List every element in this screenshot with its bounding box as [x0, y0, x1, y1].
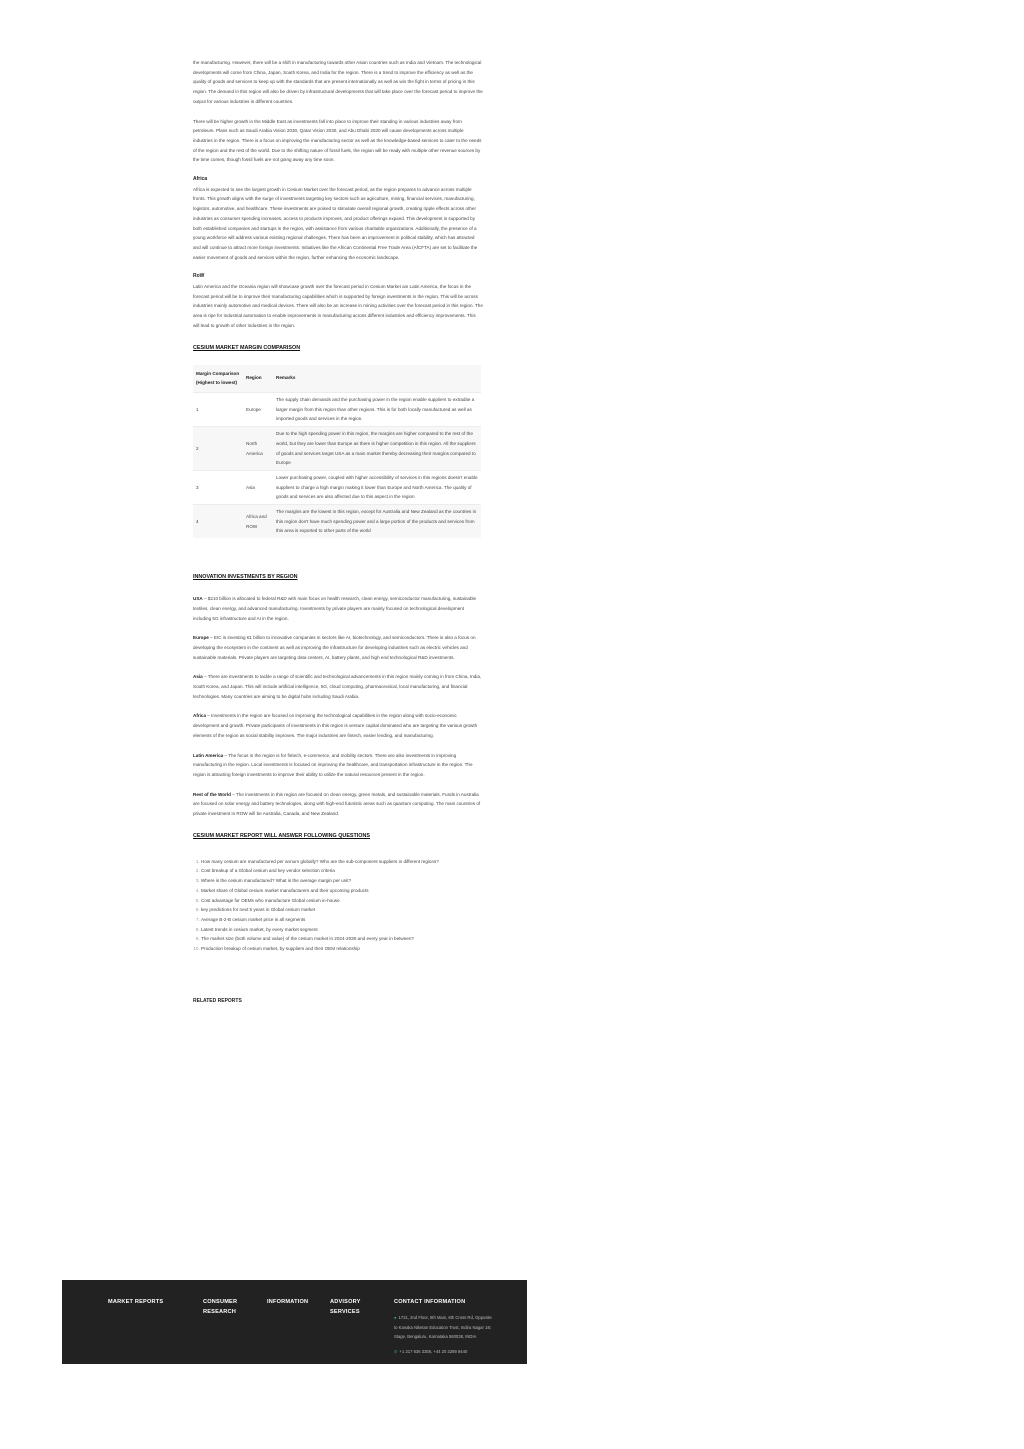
table-cell-remarks: Lower purchasing power, coupled with higher accessibility of services in this regions doesn't enable suppliers to charge a high margin making it lower than Europe and North America. The quality of goods and services are also affected due to this aspect in the region — [273, 470, 481, 504]
intro-paragraph-2: There will be higher growth in the Middle East as investments fall into place to improve their standing in various industries away from petroleum. Plans such as Saudi Arabia Vision 2030, Qatar Vision 2030, and Abu Dhabi 2030 will cause developments across multiple industries in the region. There is a focus on improving the manufacturing sector as well as the knowledge-based services to cater to the needs of the region and the rest of the world. Due to the shifting nature of fossil fuels, the region will be ready with multiple other revenue sources by the time comes, though fossil fuels are not going away any time soon. — [193, 118, 482, 163]
table-cell-rank: 1 — [193, 392, 243, 426]
address-text: 1721, 2nd Floor, 5th Main, 6th Cross Rd, Opposite to Kanaka Niketan Education Trust, Indira Nagar 1st Stage, Bengaluru, Karnataka 560038, INDIA — [394, 1315, 492, 1340]
article-content — [193, 58, 483, 1004]
innovation-text: – Investments in the region are focused on improving the technological capabilities in the region along with socio-economic development and growth. Private participants of investments in this region is venture capital dominated who are targeting the various growth elements of the region as social stability improves. The major industries are fintech, easier lending, and manufacturing. — [193, 713, 478, 738]
innovation-label: USA — [193, 596, 203, 602]
innovation-label: Rest of the World — [193, 791, 231, 797]
list-item: 1. How many cesium are manufactured per annum globally? Who are the sub-component suppliers in different regions? — [201, 857, 483, 867]
innovation-label: Latin America — [193, 752, 224, 758]
innovation-text: – $210 billion is allocated to federal R&D with main focus on health research, clean energy, semiconductor manufacturing, sustainable textiles, clean energy, and advanced manufacturing. Investments by private players are mainly focused on technological development including 5G infrastructure and AI in the region. — [193, 596, 477, 621]
innovation-label: Europe — [193, 635, 209, 641]
footer-information[interactable]: INFORMATION — [267, 1299, 309, 1305]
intro-paragraph-1: the manufacturing. However, there will be a shift in manufacturing towards other Asian countries such as India and Vietnam. The technological developments will come from China, Japan, South Korea, and India for the region. There is a trend to improve the efficiency as well as the quality of goods and services to keep up with the standards that are present internationally as well as win the fight in terms of pricing in this region. The demand in this region will also be driven by infrastructural developments that will take place over the forecast period to improve the output for various industries in different countries. — [193, 60, 483, 104]
contact-address — [394, 1313, 494, 1342]
footer-advisory-services[interactable]: ADVISORY SERVICES — [330, 1299, 361, 1315]
innovation-text: – There are investments to tackle a range of scientific and technological advancements in this region mainly coming in from China, India, South Korea, and Japan. This will include artificial intelligence, 5G, cloud computing, pharmaceutical, local manufacturing, and financial technologies. Many countries are aiming to be digital hubs including Saudi Arabia. — [193, 674, 482, 699]
row-heading: RoW — [193, 273, 205, 280]
table-header-row — [193, 365, 481, 393]
africa-paragraph: Africa is expected to see the largest growth in Cesium Market over the forecast period, as the region prepares to advance across multiple fronts. This growth aligns with the surge of investments targeting key sectors such as agriculture, mining, financial services, manufacturing, logistics, automotive, and healthcare. These investments are poised to stimulate overall regional growth, creating ripple effects across other industries as consumer spending increases, access to products improves, and product offerings expand. This development is supported by both established companies and startups in the region, with assistance from various charitable organizations. Additionally, the presence of a young workforce will address various existing regional challenges. There has been an improvement in political stability, which has attracted and will continue to attract more foreign investments. Initiatives like the African Continental Free Trade Area (AfCFTA) are set to facilitate the easier movement of goods and services within the region, further enhancing the economic landscape. — [193, 186, 478, 260]
phone-text[interactable]: +1 217 636 3356, +44 20 3289 9440 — [399, 1349, 468, 1355]
list-item: 10. Production breakup of cesium market, by suppliers and their OEM relationship — [201, 944, 483, 954]
innovation-asia — [193, 672, 483, 701]
table-cell-region: Asia — [243, 470, 273, 504]
list-item: 3. Where is the cesium manufactured? What is the average margin per unit? — [201, 876, 483, 886]
margin-comparison-table — [193, 365, 481, 539]
innovation-text: – The investments in this region are focused on clean energy, green metals, and sustainable materials. Funds in Australia are focused on solar energy and battery technologies, along with high-end futuristic areas such as quantum computing. The main countries of private investment in ROW will be Australia, Canada, and New Zealand. — [193, 791, 481, 817]
list-item: 6. key predictions for next 5 years in Global cesium market — [201, 905, 483, 915]
table-cell-region: Africa and ROW — [243, 505, 273, 539]
innovation-rest-of-world — [193, 790, 483, 819]
footer-consumer-research[interactable]: CONSUMER RESEARCH — [203, 1299, 238, 1315]
table-row — [193, 505, 481, 539]
list-item: 2. Cost breakup of a Global cesium and key vendor selection criteria — [201, 866, 483, 876]
footer-contact-information: CONTACT INFORMATION — [394, 1299, 466, 1305]
questions-list — [193, 857, 483, 954]
africa-heading: Africa — [193, 176, 208, 183]
table-cell-region: Europe — [243, 392, 273, 426]
innovation-investments-title: INNOVATION INVESTMENTS BY REGION — [193, 574, 298, 581]
table-cell-region: North America — [243, 427, 273, 471]
innovation-text: – The focus in the region is for fintech, e-commerce, and mobility sectors. There are also investments in improving manufacturing in the region. Local investments is focused on improving the healthcare, and transportation infrastructure in the region. The region is attracting foreign investments to improve their ability to utilize the natural resources present in the region. — [193, 752, 473, 777]
list-item: 7. Average B-2-B cesium market price in all segments — [201, 915, 483, 925]
margin-comparison-title: CESIUM MARKET MARGIN COMPARISON — [193, 344, 301, 351]
table-cell-remarks: Due to the high spending power in this region, the margins are higher compared to the rest of the world, but they are lower than Europe as there is higher competition in this region. All the suppliers of goods and services target USA as a main market thereby decreasing their margins compared to Europe — [273, 427, 481, 471]
innovation-latin-america — [193, 751, 483, 780]
footer-market-reports[interactable]: MARKET REPORTS — [108, 1299, 164, 1305]
innovation-label: Asia — [193, 674, 203, 680]
table-cell-rank: 3 — [193, 470, 243, 504]
table-header-rank: Margin Comparison (Highest to lowest) — [193, 365, 243, 393]
table-row — [193, 392, 481, 426]
contact-phone[interactable] — [394, 1347, 494, 1357]
site-footer — [62, 1280, 527, 1364]
innovation-usa — [193, 594, 483, 623]
table-cell-rank: 2 — [193, 427, 243, 471]
list-item: 4. Market share of Global cesium market manufacturers and their upcoming products — [201, 886, 483, 896]
table-cell-remarks: The margins are the lowest in this region, except for Australia and New Zealand as the countries in this region don't have much spending power and a large portion of the products and services from this area is exported to other parts of the world — [273, 505, 481, 539]
table-cell-rank: 4 — [193, 505, 243, 539]
related-reports-heading: RELATED REPORTS — [193, 997, 242, 1004]
contact-details — [394, 1313, 494, 1357]
row-paragraph: Latin America and the Oceania region will showcase growth over the forecast period in Cesium Market ain Latin America, the focus in the forecast period will be to improve their manufacturing capabilities which is supported by foreign investments in the region. This will be across industries mainly automotive and medical devices. There will also be an increase in mining activities over the forecast period in this region. The area is ripe for industrial automation to enable improvements in manufacturing across different industries and efficiency improvements. This will lead to growth of other industries in the region. — [193, 284, 483, 328]
innovation-europe — [193, 633, 483, 662]
innovation-label: Africa — [193, 713, 207, 719]
table-cell-remarks: The supply chain demands and the purchasing power in the region enable suppliers to extradite a larger margin from this region than other regions. This is for both locally manufactured as well as imported goods and services in the region. — [273, 392, 481, 426]
location-icon: ● — [394, 1315, 397, 1320]
list-item: 8. Latest trends in cesium market, by every market segment — [201, 925, 483, 935]
list-item: 9. The market size (both volume and value) of the cesium market in 2024-2030 and every year in between? — [201, 934, 483, 944]
phone-icon: ✆ — [394, 1349, 398, 1355]
table-header-region: Region — [243, 365, 273, 393]
table-row — [193, 470, 481, 504]
table-header-remarks: Remarks — [273, 365, 481, 393]
innovation-africa — [193, 711, 483, 740]
innovation-text: – EIC is investing €1 billion to innovative companies in sectors like AI, biotechnology, and semiconductors. There is also a focus on developing the ecosystem in the continent as well as improving the infrastructure for developing industries such as electric vehicles and sustainable materials. Private players are targeting data centers, AI, battery plants, and high end technological R&D investments. — [193, 635, 476, 660]
list-item: 5. Cost advantage for OEMs who manufacture Global cesium in-house — [201, 896, 483, 906]
table-row — [193, 427, 481, 471]
report-questions-title: CESIUM MARKET REPORT WILL ANSWER FOLLOWING QUESTIONS — [193, 832, 370, 839]
